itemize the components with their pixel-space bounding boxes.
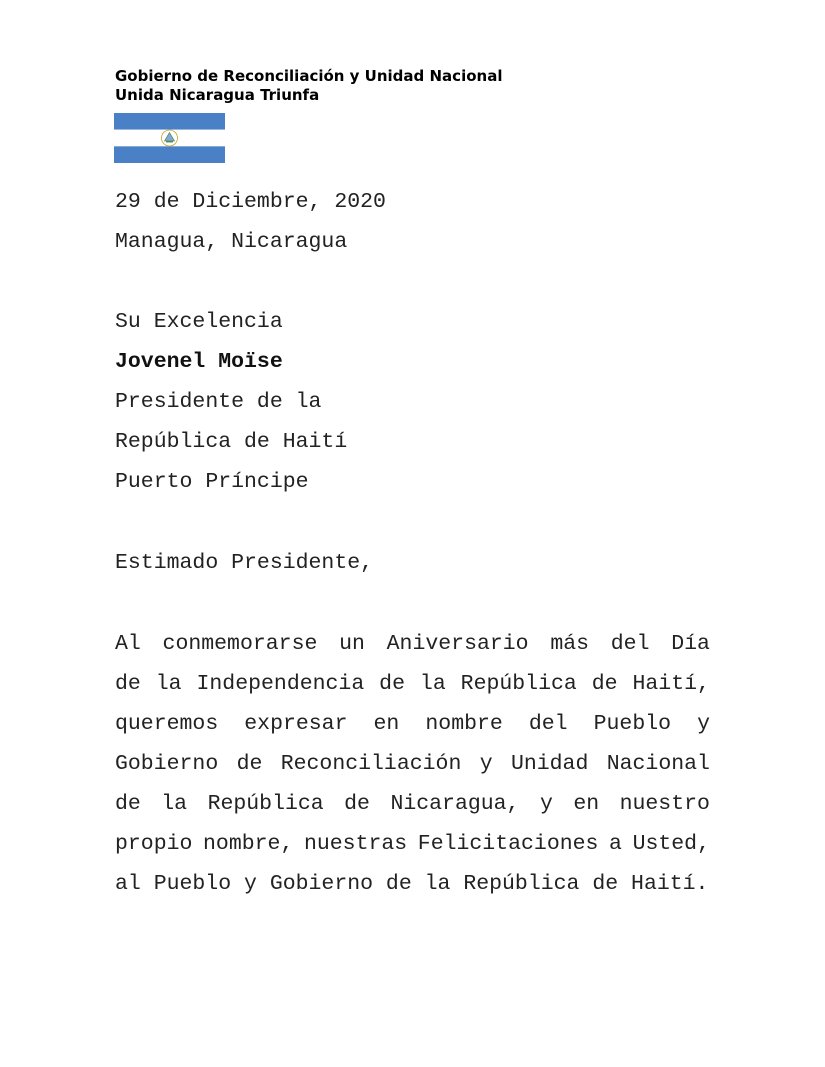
paragraph-word: Gobierno xyxy=(115,752,219,776)
paragraph-word: de xyxy=(385,872,412,896)
paragraph-line xyxy=(115,864,710,904)
greeting-block xyxy=(115,543,373,583)
paragraph-word: República xyxy=(460,672,577,696)
letter-body-paragraph xyxy=(115,624,710,904)
paragraph-word: y xyxy=(697,712,710,736)
paragraph-word: Nicaragua, xyxy=(390,792,520,816)
paragraph-word: Aniversario xyxy=(386,632,529,656)
recipient-salutation: Su Excelencia xyxy=(115,310,283,334)
paragraph-word: de xyxy=(592,872,619,896)
recipient-block xyxy=(115,302,347,502)
letter-greeting: Estimado Presidente, xyxy=(115,551,374,575)
nicaragua-flag-icon xyxy=(114,113,225,163)
paragraph-word: Unidad xyxy=(510,752,589,776)
paragraph-line xyxy=(115,664,710,704)
paragraph-word: expresar xyxy=(244,712,348,736)
paragraph-word: Haití, xyxy=(632,672,710,696)
paragraph-word: Usted, xyxy=(632,832,710,856)
paragraph-word: del xyxy=(528,712,568,736)
recipient-city: Puerto Príncipe xyxy=(115,470,309,494)
paragraph-word: nuestro xyxy=(619,792,710,816)
letterhead-slogan: Unida Nicaragua Triunfa xyxy=(115,86,320,104)
paragraph-word: conmemorarse xyxy=(162,632,318,656)
paragraph-word: propio xyxy=(115,832,193,856)
paragraph-word: y xyxy=(539,792,553,816)
paragraph-word: del xyxy=(610,632,650,656)
paragraph-word: nombre xyxy=(425,712,503,736)
paragraph-word: de xyxy=(379,672,405,696)
paragraph-word: Pueblo xyxy=(593,712,672,736)
paragraph-word: más xyxy=(550,632,590,656)
paragraph-line xyxy=(115,704,710,744)
paragraph-word: y xyxy=(479,752,493,776)
paragraph-word: la xyxy=(155,672,182,696)
paragraph-word: en xyxy=(373,712,400,736)
paragraph-word: la xyxy=(424,872,451,896)
letter-date: 29 de Diciembre, 2020 xyxy=(115,190,386,214)
paragraph-word: Al xyxy=(115,632,141,656)
paragraph-word: República xyxy=(207,792,324,816)
paragraph-line xyxy=(115,824,710,864)
paragraph-word: en xyxy=(573,792,600,816)
paragraph-word: y xyxy=(244,872,257,896)
recipient-title-line-1: Presidente de la xyxy=(115,390,322,414)
paragraph-word: Felicitaciones xyxy=(417,832,599,856)
paragraph-word: queremos xyxy=(115,712,219,736)
paragraph-word: Pueblo xyxy=(153,872,232,896)
paragraph-word: Independencia xyxy=(196,672,365,696)
paragraph-word: de xyxy=(115,672,141,696)
paragraph-word: la xyxy=(419,672,446,696)
paragraph-word: Día xyxy=(671,632,710,656)
paragraph-word: de xyxy=(115,792,141,816)
letterhead xyxy=(115,67,502,105)
paragraph-line xyxy=(115,784,710,824)
letterhead-government-name: Gobierno de Reconciliación y Unidad Nacional xyxy=(115,67,503,85)
paragraph-word: Nacional xyxy=(606,752,710,776)
paragraph-word: un xyxy=(339,632,365,656)
paragraph-word: nombre, xyxy=(203,832,294,856)
paragraph-word: República xyxy=(463,872,580,896)
date-place-block xyxy=(115,182,386,262)
paragraph-word: Gobierno xyxy=(269,872,374,896)
paragraph-line xyxy=(115,744,710,784)
paragraph-word: Reconciliación xyxy=(280,752,462,776)
paragraph-word: de xyxy=(344,792,370,816)
recipient-title-line-2: República de Haití xyxy=(115,430,348,454)
paragraph-word: la xyxy=(161,792,188,816)
paragraph-word: de xyxy=(591,672,618,696)
paragraph-word: al xyxy=(115,872,141,896)
paragraph-line xyxy=(115,624,710,664)
paragraph-word: de xyxy=(236,752,263,776)
letter-place: Managua, Nicaragua xyxy=(115,230,348,254)
paragraph-word: a xyxy=(609,832,622,856)
paragraph-word: nuestras xyxy=(303,832,408,856)
recipient-name: Jovenel Moïse xyxy=(115,350,283,374)
paragraph-word: Haití. xyxy=(631,872,709,896)
